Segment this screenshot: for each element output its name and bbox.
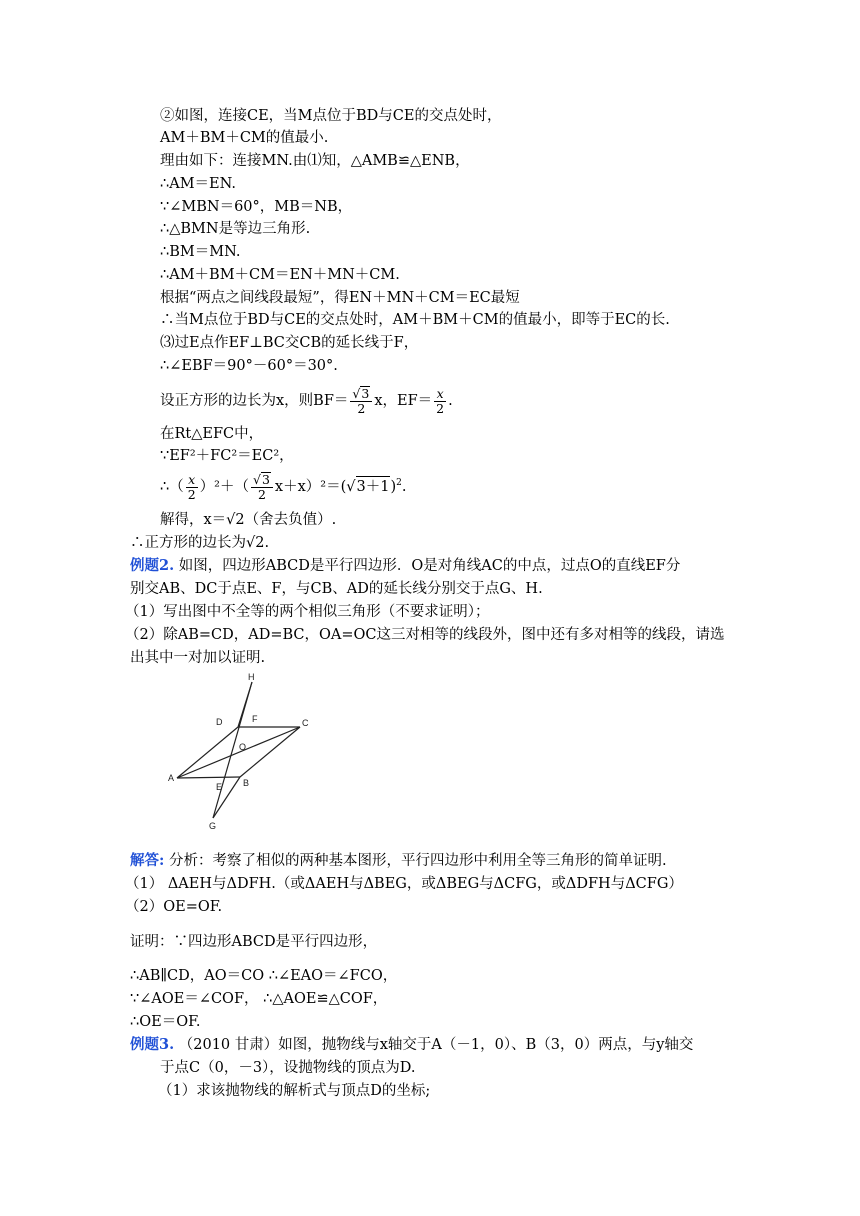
text-segment: ∴（ bbox=[160, 479, 184, 495]
answer-heading bbox=[130, 851, 667, 871]
label-c: C bbox=[302, 718, 309, 728]
denominator: 2 bbox=[436, 400, 445, 416]
text-segment: x＋x）²＝ bbox=[274, 479, 341, 495]
text-line: 解得，x＝√2（舍去负值）. bbox=[160, 512, 337, 528]
sqrt-radicand: 3 bbox=[361, 386, 370, 401]
text-line: ∴正方形的边长为√2. bbox=[130, 535, 270, 551]
text-line: ∴AM＝EN. bbox=[160, 176, 236, 192]
exponent: 2 bbox=[396, 478, 402, 488]
proof-line: 证明：∵四边形ABCD是平行四边形， bbox=[130, 934, 378, 950]
text-line: 别交AB、DC于点E、F，与CB、AD的延长线分别交于点G、H. bbox=[130, 581, 543, 597]
text-line: ∵EF²＋FC²＝EC²， bbox=[160, 448, 294, 464]
text-line-fraction: 设正方形的边长为x，则BF＝ $\frac{√3}{2}$ x，EF＝ $\frac{x}{2}$ . bbox=[160, 385, 453, 416]
text-line: 根据“两点之间线段最短”，得EN＋MN＋CM＝EC最短 bbox=[160, 290, 520, 306]
denominator: 2 bbox=[187, 486, 196, 502]
answer-1: （1） ΔAEH与ΔDFH.（或ΔAEH与ΔBEG，或ΔBEG与ΔCFG，或ΔDFH与ΔCFG） bbox=[125, 876, 683, 892]
label-o: O bbox=[239, 742, 247, 752]
parallelogram-figure bbox=[160, 670, 310, 835]
denominator: 2 bbox=[357, 401, 366, 416]
example-2-heading bbox=[130, 556, 680, 576]
proof-line: ∴OE＝OF. bbox=[130, 1014, 201, 1030]
text-segment: ）²＋（ bbox=[199, 479, 249, 495]
example-label: 例题2. bbox=[130, 557, 175, 574]
sqrt-radicand: 3 bbox=[261, 472, 270, 487]
text-line: 在Rt△EFC中， bbox=[160, 426, 264, 442]
example-label: 例题3. bbox=[130, 1036, 175, 1053]
fraction-sqrt3-over-2: $\frac{√3}{2}$ bbox=[350, 386, 372, 416]
question-1: （1）写出图中不全等的两个相似三角形（不要求证明）； bbox=[125, 604, 490, 620]
example-3-heading bbox=[130, 1035, 693, 1055]
label-f: F bbox=[252, 714, 258, 724]
answer-text: 分析：考察了相似的两种基本图形，平行四边形中利用全等三角形的简单证明. bbox=[168, 853, 667, 869]
text-line: ②如图，连接CE，当M点位于BD与CE的交点处时， bbox=[160, 108, 502, 124]
label-d: D bbox=[216, 717, 223, 727]
example-text: （2010 甘肃）如图，抛物线与x轴交于A（－1，0）、B（3，0）两点，与y轴交 bbox=[178, 1037, 694, 1053]
question-2: （2）除AB=CD，AD=BC，OA=OC这三对相等的线段外，图中还有多对相等的线段，请选 bbox=[125, 627, 725, 643]
text-line: 于点C（0，－3），设抛物线的顶点为D. bbox=[160, 1060, 416, 1076]
text-line-equation: ∴（ $\frac{x}{2}$ ）²＋（ $\frac{√3}{2}$ $x+x)^2=(√3+1)^2$. bbox=[160, 471, 407, 502]
text-segment: 设正方形的边长为x，则BF＝ bbox=[160, 393, 349, 409]
proof-line: ∵∠AOE＝∠COF， ∴△AOE≌△COF， bbox=[130, 991, 388, 1007]
sqrt-radicand: 3＋1 bbox=[356, 476, 391, 497]
text-line: ∴AM＋BM＋CM＝EN＋MN＋CM. bbox=[160, 267, 400, 283]
denominator: 2 bbox=[257, 487, 266, 502]
numerator: x bbox=[434, 387, 446, 402]
sqrt3-plus-1: $(√3+1)^2$ bbox=[340, 478, 402, 495]
label-e: E bbox=[216, 782, 223, 792]
label-h: H bbox=[248, 672, 255, 682]
text-line: ∴BM＝MN. bbox=[160, 244, 241, 260]
text-line: ∴当M点位于BD与CE的交点处时，AM＋BM＋CM的值最小，即等于EC的长. bbox=[160, 312, 670, 328]
example-text: 如图，四边形ABCD是平行四边形．O是对角线AC的中点，过点O的直线EF分 bbox=[178, 558, 681, 574]
label-a: A bbox=[168, 773, 175, 783]
figure-background bbox=[160, 670, 310, 835]
text-line: ∴△BMN是等边三角形. bbox=[160, 221, 311, 237]
text-line: 出其中一对加以证明. bbox=[130, 650, 266, 666]
fraction-sqrt3-over-2: $\frac{√3}{2}$ bbox=[251, 472, 273, 502]
text-line: ∵∠MBN＝60°，MB＝NB， bbox=[160, 199, 353, 215]
text-line: 理由如下：连接MN.由⑴知，△AMB≌△ENB， bbox=[160, 153, 470, 169]
fraction-x-over-2 bbox=[186, 473, 198, 502]
question-1: （1）求该抛物线的解析式与顶点D的坐标; bbox=[158, 1083, 431, 1099]
fraction-x-over-2 bbox=[434, 387, 446, 416]
numerator: x bbox=[186, 473, 198, 488]
proof-line: ∴AB∥CD，AO＝CO ∴∠EAO＝∠FCO， bbox=[130, 968, 398, 984]
answer-2: （2）OE=OF. bbox=[125, 899, 223, 915]
label-b: B bbox=[243, 778, 250, 788]
answer-label: 解答: bbox=[130, 852, 165, 869]
text-segment: x，EF＝ bbox=[374, 393, 433, 409]
text-line: ⑶过E点作EF⊥BC交CB的延长线于F， bbox=[160, 335, 419, 351]
label-g: G bbox=[209, 821, 217, 831]
text-line: AM＋BM＋CM的值最小. bbox=[160, 130, 329, 146]
text-line: ∴∠EBF＝90°－60°＝30°. bbox=[160, 358, 338, 374]
